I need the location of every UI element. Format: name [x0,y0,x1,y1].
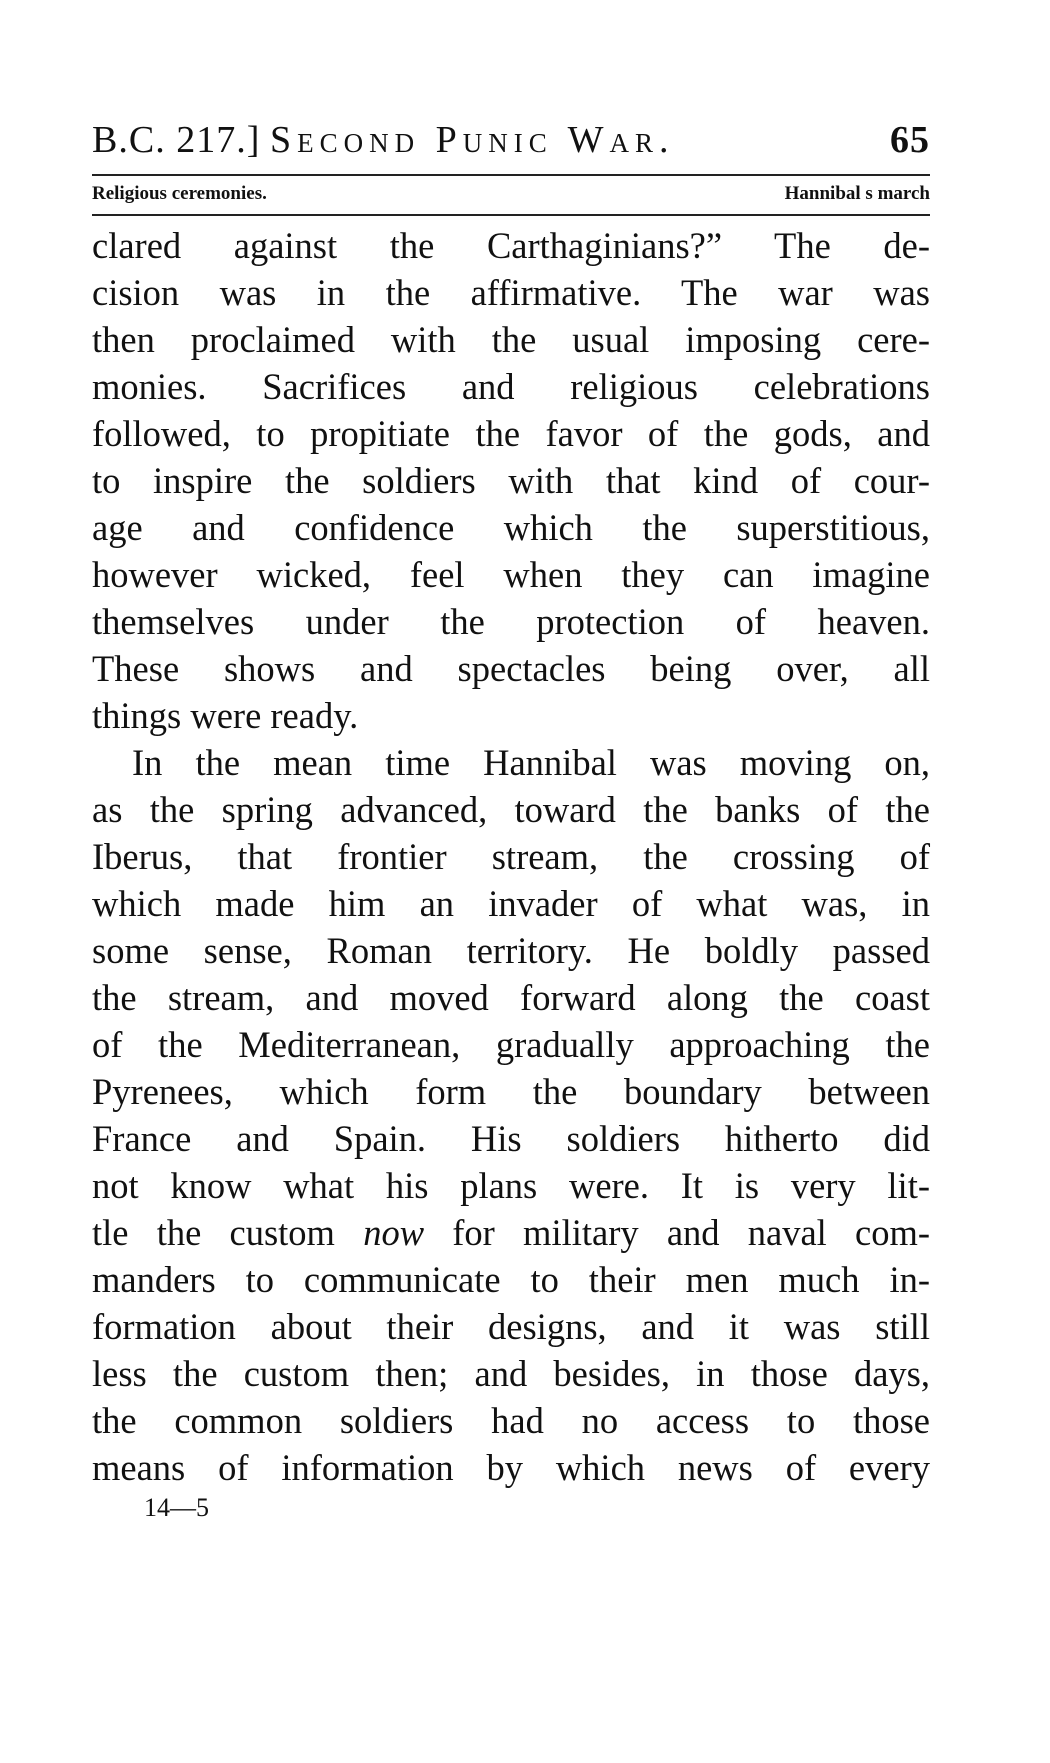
text-line: Pyrenees, which form the boundary between [92,1071,930,1112]
paragraph-1 [92,222,930,739]
sidenote-bar [92,176,930,214]
sidenote-left: Religious ceremonies. [92,183,267,204]
emphasis-now: now [363,1212,425,1253]
text-line: things were ready. [92,695,359,736]
text-line: however wicked, feel when they can imagine [92,554,930,595]
text-line: followed, to propitiate the favor of the gods, and [92,413,930,454]
body-text [92,222,930,1491]
text-line: which made him an invader of what was, in [92,883,930,924]
text-line: less the custom then; and besides, in those days, [92,1353,930,1394]
text-line: means of information by which news of every [92,1447,930,1488]
running-head-date: B.C. 217.] [92,119,261,161]
text-line: In the mean time Hannibal was moving on, [132,742,930,783]
text-line: of the Mediterranean, gradually approaching the [92,1024,930,1065]
text-line: as the spring advanced, toward the banks of the [92,789,930,830]
text-line: the common soldiers had no access to those [92,1400,930,1441]
text-line: monies. Sacrifices and religious celebrations [92,366,930,407]
text-line: clared against the Carthaginians?” The de- [92,225,930,266]
running-head [92,118,930,174]
text-line: themselves under the protection of heaven. [92,601,930,642]
text-line: tle the custom now for military and naval com- [92,1212,931,1253]
text-line: France and Spain. His soldiers hitherto did [92,1118,930,1159]
running-head-title: Second Punic War. [270,119,675,161]
text-line: to inspire the soldiers with that kind of cour- [92,460,930,501]
text-line: age and confidence which the superstitious, [92,507,930,548]
text-line: Iberus, that frontier stream, the crossing of [92,836,930,877]
text-line: then proclaimed with the usual imposing cere- [92,319,930,360]
sidenote-rule [92,214,930,216]
text-line: formation about their designs, and it was still [92,1306,930,1347]
book-page [92,118,930,1523]
sidenote-right: Hannibal s march [784,183,930,204]
text-line: some sense, Roman territory. He boldly passed [92,930,930,971]
text-line: manders to communicate to their men much in- [92,1259,930,1300]
signature-mark: 14—5 [144,1493,209,1522]
text-line: cision was in the affirmative. The war was [92,272,930,313]
text-line: not know what his plans were. It is very lit- [92,1165,930,1206]
text-line: These shows and spectacles being over, all [92,648,930,689]
text-line: the stream, and moved forward along the coast [92,977,930,1018]
paragraph-2 [92,739,930,1491]
page-number: 65 [890,119,930,161]
